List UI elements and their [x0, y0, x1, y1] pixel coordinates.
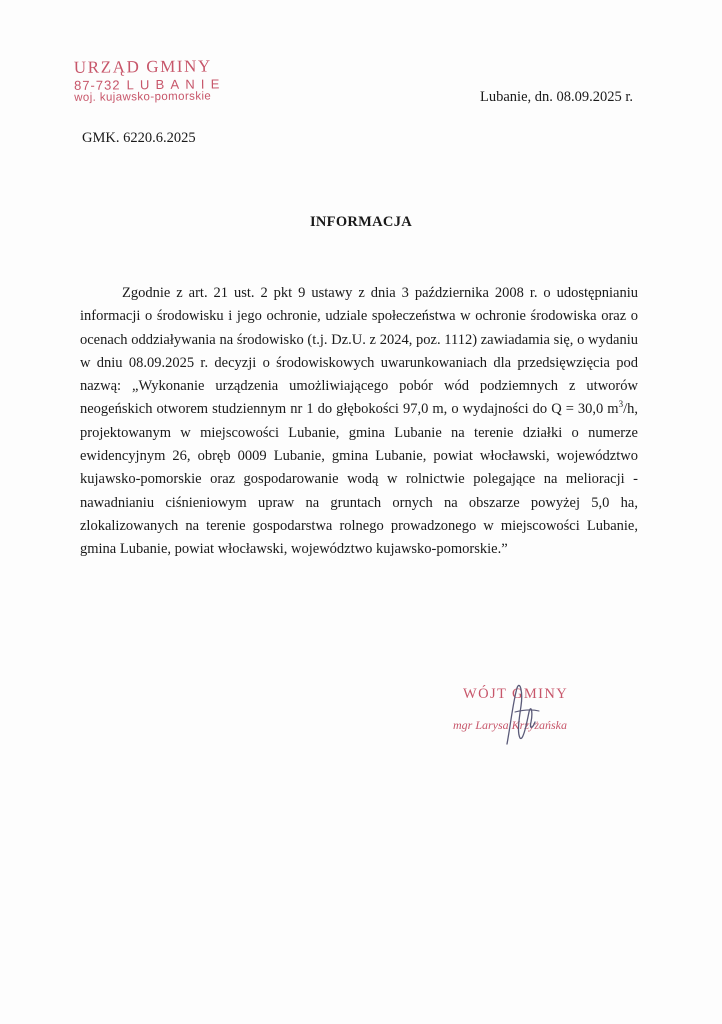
- document-title: INFORMACJA: [309, 214, 413, 230]
- body-text-part1: Zgodnie z art. 21 ust. 2 pkt 9 ustawy z dnia 3 października 2008 r. o udostępnianiu informacji o środowisku i jego ochronie, udziale społeczeństwa w ochronie środowiska oraz o ocenach oddziaływania na środowisko (t.j. Dz.U. z 2024, poz. 1112) zawiadamia się, o wydaniu w dniu 08.09.2025 r. decyzji o środowiskowych uwarunkowaniach dla przedsięwzięcia pod nazwą: „Wykonanie urządzenia umożliwiającego pobór wód podziemnych z utworów neogeńskich otworem studziennym nr 1 do głębokości 97,0 m, o wydajności do Q = 30,0 m: [80, 285, 638, 418]
- body-superscript: 3: [618, 399, 624, 410]
- office-stamp: [74, 57, 249, 104]
- stamp-town: LUBANIE: [126, 76, 226, 93]
- stamp-office-name: URZĄD GMINY: [73, 56, 212, 77]
- signatory-title: WÓJT GMINY: [463, 686, 569, 702]
- handwritten-signature-icon: [487, 682, 557, 752]
- body-text-part2: /h, projektowanym w miejscowości Lubanie, gmina Lubanie na terenie działki o numerze ewidencyjnym 26, obręb 0009 Lubanie, gmina Lubanie, powiat włocławski, województwo kujawsko-pomorskie oraz gospodarowanie wodą w rolnictwie polegające na melioracji - nawadnianiu ciśnieniowym upraw na gruntach ornych na obszarze powyżej 5,0 ha, zlokalizowanych na terenie gospodarstwa rolnego prowadzonego w miejscowości Lubanie, gmina Lubanie, powiat włocławski, województwo kujawsko-pomorskie.”: [80, 401, 638, 558]
- place-and-date: Lubanie, dn. 08.09.2025 r.: [480, 89, 634, 105]
- reference-number: GMK. 6220.6.2025: [82, 130, 196, 146]
- stamp-postal-line: [74, 77, 249, 92]
- stamp-voivodeship: woj. kujawsko-pomorskie: [74, 90, 212, 104]
- stamp-postal-code: 87-732: [73, 77, 121, 93]
- signatory-name: mgr Larysa Krzyżańska: [453, 718, 568, 732]
- signature-block: [445, 682, 605, 762]
- document-body: [80, 282, 638, 562]
- body-paragraph: [80, 282, 638, 562]
